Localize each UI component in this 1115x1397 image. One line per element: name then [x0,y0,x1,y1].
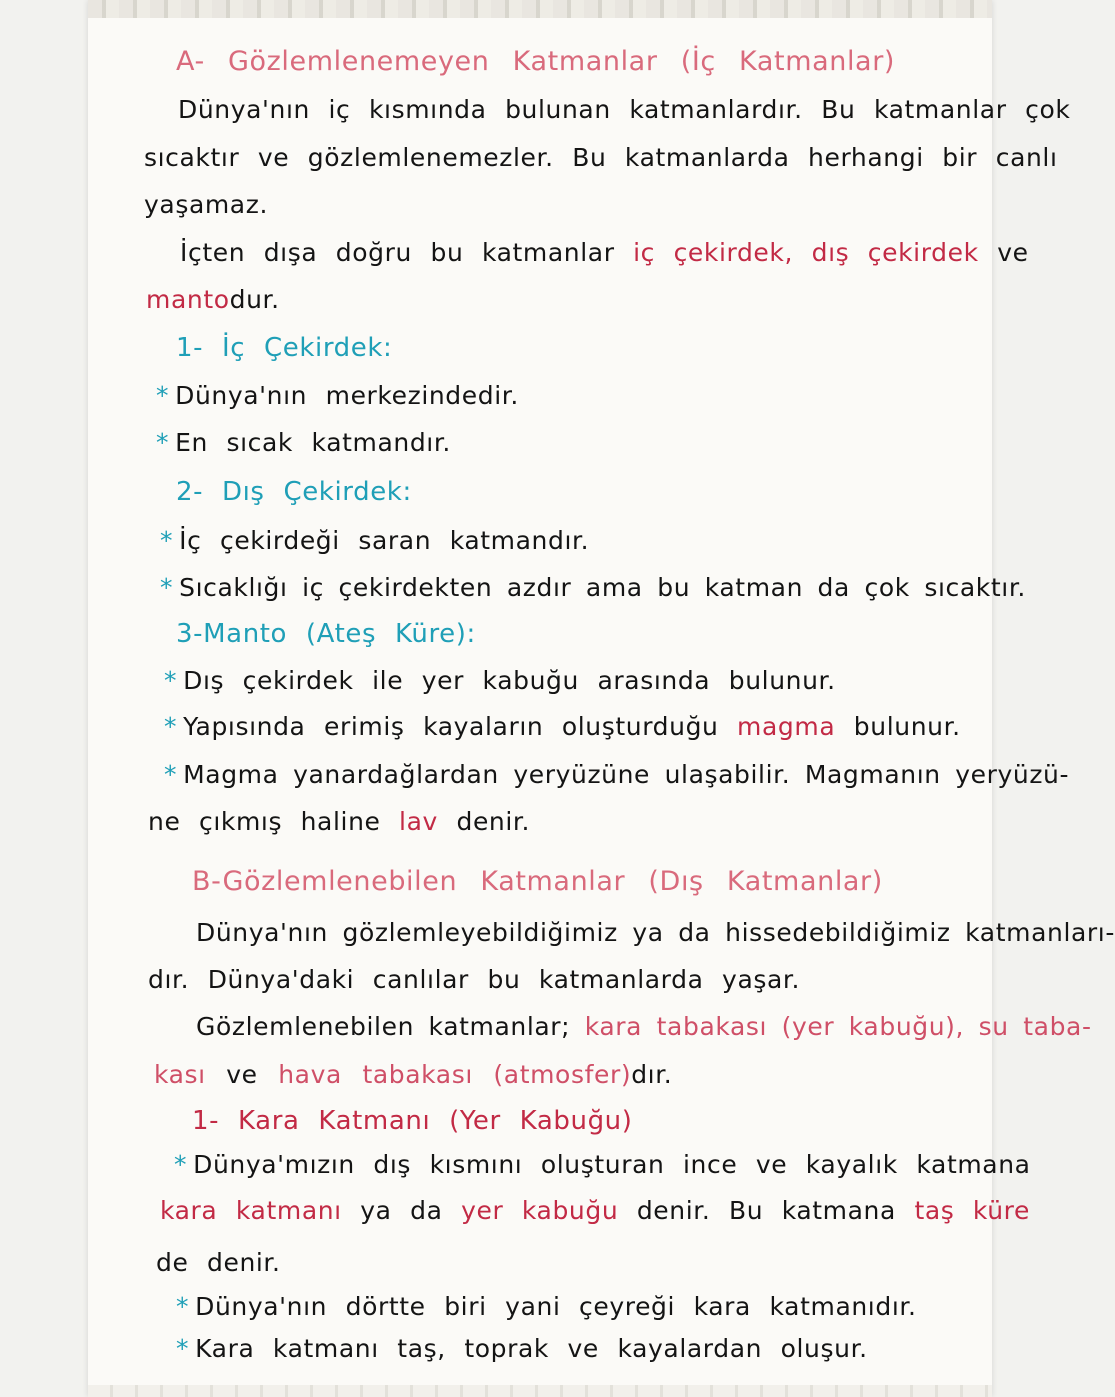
section-a-paragraph-1-line-3: yaşamaz. [144,190,269,219]
section-a-title: A- Gözlemlenemeyen Katmanlar (İç Katmanlar) [176,46,896,77]
land-layer-bullet-3 [176,1334,868,1363]
mantle-title: 3-Manto (Ateş Küre): [176,619,476,649]
bullet-text: Kara katmanı taş, toprak ve kayalardan oluşur. [195,1334,868,1363]
text-or: ya da [360,1196,443,1225]
section-a-paragraph-2-line-2 [146,285,280,314]
section-b-title: B-Gözlemlenebilen Katmanlar (Dış Katmanlar) [192,866,883,897]
torn-bottom-edge [88,1385,992,1397]
text-dir: dır. [631,1060,673,1089]
bullet-icon: * [156,428,170,457]
outer-core-bullet-2 [160,573,1026,602]
mantle-bullet-3-line-2 [148,807,530,836]
bullet-icon: * [174,1150,188,1179]
text-post: denir. Bu katmana [636,1196,896,1225]
land-layer-bullet-2 [176,1292,917,1321]
text-dur: dur. [229,285,280,314]
bullet-icon: * [156,381,170,410]
text-intro: İçten dışa doğru bu katmanlar [180,238,615,267]
bullet-icon: * [176,1292,190,1321]
keyword-land-layer: kara tabakası (yer kabuğu), [584,1012,965,1041]
keyword-mantle: manto [146,285,230,314]
outer-core-title: 2- Dış Çekirdek: [176,477,412,507]
text-post: denir. [456,807,531,836]
bullet-icon: * [164,712,178,741]
text-intro: Gözlemlenebilen katmanlar; [196,1012,571,1041]
bullet-text: Dünya'nın dörtte biri yani çeyreği kara katmanıdır. [195,1292,917,1321]
land-layer-bullet-1-line-3: de denir. [156,1248,281,1277]
land-layer-bullet-1 [174,1150,1031,1179]
mantle-bullet-1 [164,666,836,695]
mantle-bullet-2 [164,712,961,741]
section-b-paragraph-1-line-2: dır. Dünya'daki canlılar bu katmanlarda yaşar. [148,965,801,994]
torn-top-edge [88,0,992,18]
keyword-outer-core: dış çekirdek [811,238,979,267]
inner-core-bullet-1 [156,381,519,410]
inner-core-title: 1- İç Çekirdek: [176,333,393,363]
outer-core-bullet-1 [160,526,589,555]
keyword-lithosphere: taş küre [914,1196,1030,1225]
bullet-text: Sıcaklığı iç çekirdekten azdır ama bu katman da çok sıcaktır. [179,573,1026,602]
bullet-text: En sıcak katmandır. [175,428,451,457]
bullet-icon: * [160,526,174,555]
text-and: ve [997,238,1029,267]
keyword-inner-core: iç çekirdek, [633,238,794,267]
bullet-text: Magma yanardağlardan yeryüzüne ulaşabilir. Magmanın yeryüzü- [183,760,1070,789]
bullet-icon: * [176,1334,190,1363]
section-b-paragraph-2-line-1 [196,1012,1092,1041]
keyword-water-layer-cont: kası [154,1060,206,1089]
bullet-text: Dış çekirdek ile yer kabuğu arasında bulunur. [183,666,836,695]
keyword-lava: lav [399,807,438,836]
land-layer-title [192,1106,633,1136]
text-and: ve [226,1060,258,1089]
bullet-text-end: bulunur. [853,712,961,741]
section-b-paragraph-2-line-2 [154,1060,672,1089]
section-a-paragraph-2-line-1 [180,238,1029,267]
bullet-icon: * [164,666,178,695]
land-layer-bullet-1-line-2 [160,1196,1030,1225]
keyword-water-layer: su taba- [978,1012,1092,1041]
mantle-bullet-3 [164,760,1069,789]
keyword-earth-crust: yer kabuğu [461,1196,619,1225]
section-b-paragraph-1-line-1: Dünya'nın gözlemleyebildiğimiz ya da hissedebildiğimiz katmanları- [196,918,1115,947]
bullet-text: Dünya'nın merkezindedir. [175,381,519,410]
keyword-land-layer: kara katmanı [160,1196,342,1225]
land-layer-title-text: 1- Kara Katmanı (Yer Kabuğu) [192,1106,633,1136]
bullet-icon: * [160,573,174,602]
section-a-paragraph-1-line-1: Dünya'nın iç kısmında bulunan katmanlardır. Bu katmanlar çok [178,95,1071,124]
text-pre: ne çıkmış haline [148,807,381,836]
keyword-air-layer: hava tabakası (atmosfer) [278,1060,632,1089]
inner-core-bullet-2 [156,428,451,457]
bullet-text: Yapısında erimiş kayaların oluşturduğu [183,712,719,741]
section-a-paragraph-1-line-2: sıcaktır ve gözlemlenemezler. Bu katmanlarda herhangi bir canlı [144,143,1058,172]
bullet-icon: * [164,760,178,789]
keyword-magma: magma [737,712,836,741]
bullet-text: İç çekirdeği saran katmandır. [179,526,590,555]
bullet-text: Dünya'mızın dış kısmını oluşturan ince ve kayalık katmana [193,1150,1031,1179]
